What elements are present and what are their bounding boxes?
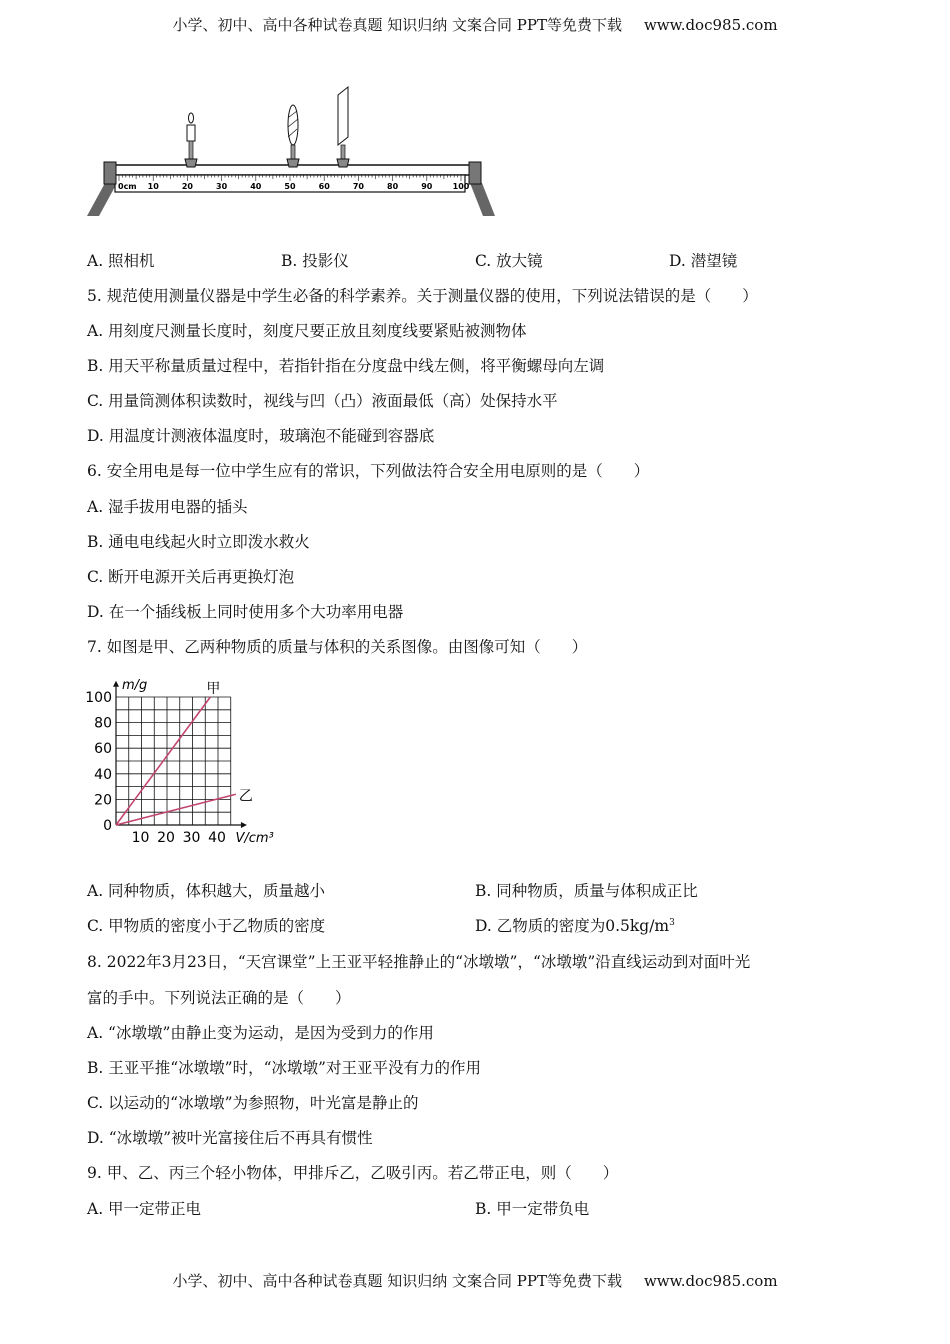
q6-option-a: A. 湿手拔用电器的插头: [87, 498, 248, 516]
x-tick-label: 30: [182, 830, 201, 846]
q5-option-c: C. 用量筒测体积读数时，视线与凹（凸）液面最低（高）处保持水平: [87, 392, 558, 410]
q5-option-b: B. 用天平称量质量过程中，若指针指在分度盘中线左侧，将平衡螺母向左调: [87, 357, 605, 375]
q6-option-b: B. 通电电线起火时立即泼水救火: [87, 533, 310, 551]
q7-option-d-sup: 3: [669, 917, 675, 928]
y-tick-label: 40: [94, 766, 112, 783]
q4-option-a: A. 照相机: [87, 252, 155, 270]
y-tick-label: 80: [94, 715, 112, 732]
y-tick-label: 0: [103, 818, 112, 834]
y-tick-label: 60: [94, 741, 112, 758]
q8-option-b: B. 王亚平推“冰墩墩”时，“冰墩墩”对王亚平没有力的作用: [87, 1059, 481, 1077]
convex-lens: [287, 105, 299, 167]
bench-tick-label: 70: [352, 182, 364, 191]
header-url[interactable]: www.doc985.com: [643, 16, 778, 34]
q5-option-d: D. 用温度计测液体温度时，玻璃泡不能碰到容器底: [87, 427, 435, 445]
y-axis-arrow: [113, 681, 119, 687]
q5-stem: 5. 规范使用测量仪器是中学生必备的科学素养。关于测量仪器的使用，下列说法错误的是（ ）: [87, 287, 758, 305]
x-axis-label: V/cm³: [235, 831, 274, 846]
mass-volume-chart: [80, 665, 300, 850]
y-axis-label: m/g: [122, 677, 148, 693]
page-footer: [0, 1270, 950, 1291]
bench-tick-label: 40: [250, 182, 262, 191]
bench-tick-label: 50: [284, 182, 296, 191]
q6-option-d: D. 在一个插线板上同时使用多个大功率用电器: [87, 603, 404, 621]
y-tick-label: 20: [94, 792, 112, 809]
y-tick-label: 100: [85, 690, 112, 706]
bench-left-end: [104, 162, 116, 184]
x-tick-label: 20: [157, 830, 175, 846]
q9-option-b: B. 甲一定带负电: [475, 1200, 590, 1218]
bench-tick-label: 100: [452, 182, 470, 191]
bench-tick-label: 30: [216, 182, 228, 191]
q4-option-c: C. 放大镜: [475, 252, 543, 270]
q8-stem-line1: 8. 2022年3月23日，“天宫课堂”上王亚平轻推静止的“冰墩墩”，“冰墩墩”沿直线运动到对面叶光: [87, 953, 751, 971]
chart-series: [116, 681, 253, 825]
q7-stem: 7. 如图是甲、乙两种物质的质量与体积的关系图像。由图像可知（ ）: [87, 638, 588, 656]
page-header: [0, 14, 950, 35]
footer-url[interactable]: www.doc985.com: [643, 1272, 778, 1290]
series-label-0: 甲: [206, 681, 221, 697]
bench-tick-label: 80: [387, 182, 399, 191]
q7-option-b: B. 同种物质，质量与体积成正比: [475, 882, 698, 900]
q6-stem: 6. 安全用电是每一位中学生应有的常识，下列做法符合安全用电原则的是（ ）: [87, 462, 650, 480]
q8-option-c: C. 以运动的“冰墩墩”为参照物，叶光富是静止的: [87, 1094, 419, 1112]
q7-option-d: [475, 914, 675, 936]
bench-left-leg: [87, 183, 117, 216]
bench-right-leg: [470, 183, 495, 216]
q8-option-a: A. “冰墩墩”由静止变为运动，是因为受到力的作用: [87, 1024, 434, 1042]
q7-option-d-text: D. 乙物质的密度为0.5kg/m: [475, 917, 670, 935]
q4-option-d: D. 潜望镜: [669, 252, 738, 270]
q8-option-d: D. “冰墩墩”被叶光富接住后不再具有惯性: [87, 1129, 373, 1147]
bench-unit-label: 0cm: [118, 182, 137, 191]
chart-grid: [116, 697, 231, 825]
q6-option-c: C. 断开电源开关后再更换灯泡: [87, 568, 295, 586]
bench-tick-label: 60: [318, 182, 330, 191]
x-tick-label: 40: [208, 830, 226, 846]
x-axis-arrow: [241, 822, 247, 828]
bench-tick-label: 90: [421, 182, 433, 191]
candle: [185, 113, 197, 167]
q4-option-b: B. 投影仪: [281, 252, 349, 270]
bench-tick-label: 10: [147, 182, 159, 191]
q7-option-a: A. 同种物质，体积越大，质量越小: [87, 882, 326, 900]
bench-tick-label: 20: [181, 182, 193, 191]
q9-stem: 9. 甲、乙、丙三个轻小物体，甲排斥乙，乙吸引丙。若乙带正电，则（ ）: [87, 1164, 619, 1182]
q9-option-a: A. 甲一定带正电: [87, 1200, 202, 1218]
q7-option-c: C. 甲物质的密度小于乙物质的密度: [87, 917, 326, 935]
footer-text: 小学、初中、高中各种试卷真题 知识归纳 文案合同 PPT等免费下载: [172, 1272, 622, 1290]
series-label-1: 乙: [238, 788, 253, 805]
bench-right-end: [469, 162, 481, 184]
x-tick-label: 10: [131, 830, 150, 846]
q8-stem-line2: 富的手中。下列说法正确的是（ ）: [87, 989, 351, 1007]
light-screen: [337, 87, 349, 167]
optical-bench-figure: [85, 85, 500, 220]
header-text: 小学、初中、高中各种试卷真题 知识归纳 文案合同 PPT等免费下载: [172, 16, 622, 34]
q5-option-a: A. 用刻度尺测量长度时，刻度尺要正放且刻度线要紧贴被测物体: [87, 322, 527, 340]
